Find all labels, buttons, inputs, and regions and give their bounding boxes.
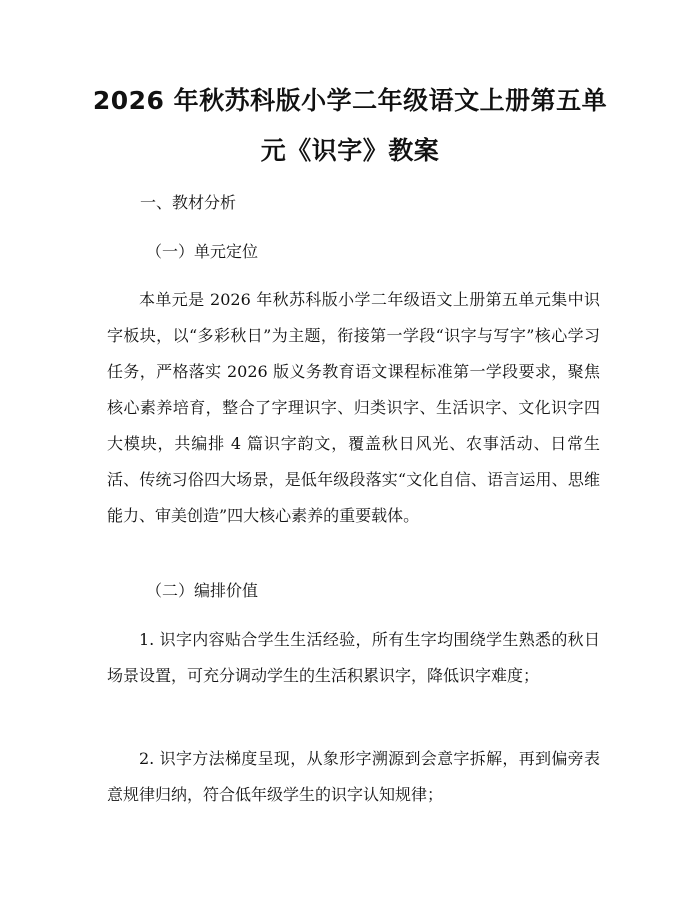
section-heading-teaching-material-analysis: 一、教材分析: [140, 193, 237, 212]
list-item-1: 1. 识字内容贴合学生生活经验，所有生字均围绕学生熟悉的秋日场景设置，可充分调动学生的生活积累识字，降低识字难度；: [107, 630, 600, 685]
document-title-line-1: 2026 年秋苏科版小学二年级语文上册第五单: [92, 86, 608, 115]
subsection-heading-arrangement-value: （二）编排价值: [146, 581, 259, 600]
subsection-heading-unit-positioning: （一）单元定位: [146, 242, 259, 261]
list-item-2: 2. 识字方法梯度呈现，从象形字溯源到会意字拆解，再到偏旁表意规律归纳，符合低年级学生的识字认知规律；: [107, 749, 600, 804]
paragraph-unit-positioning: 本单元是 2026 年秋苏科版小学二年级语文上册第五单元集中识字板块，以“多彩秋日”为主题，衔接第一学段“识字与写字”核心学习任务，严格落实 2026 版义务教育语文课程标准第一学段要求，聚焦核心素养培育，整合了字理识字、归类识字、生活识字、文化识字四大模块，共编排 4 篇识字韵文，覆盖秋日风光、农事活动、日常生活、传统习俗四大场景，是低年级段落实“文化自信、语言运用、思维能力、审美创造”四大核心素养的重要载体。: [107, 290, 600, 525]
document-title-line-2: 元《识字》教案: [260, 136, 440, 165]
